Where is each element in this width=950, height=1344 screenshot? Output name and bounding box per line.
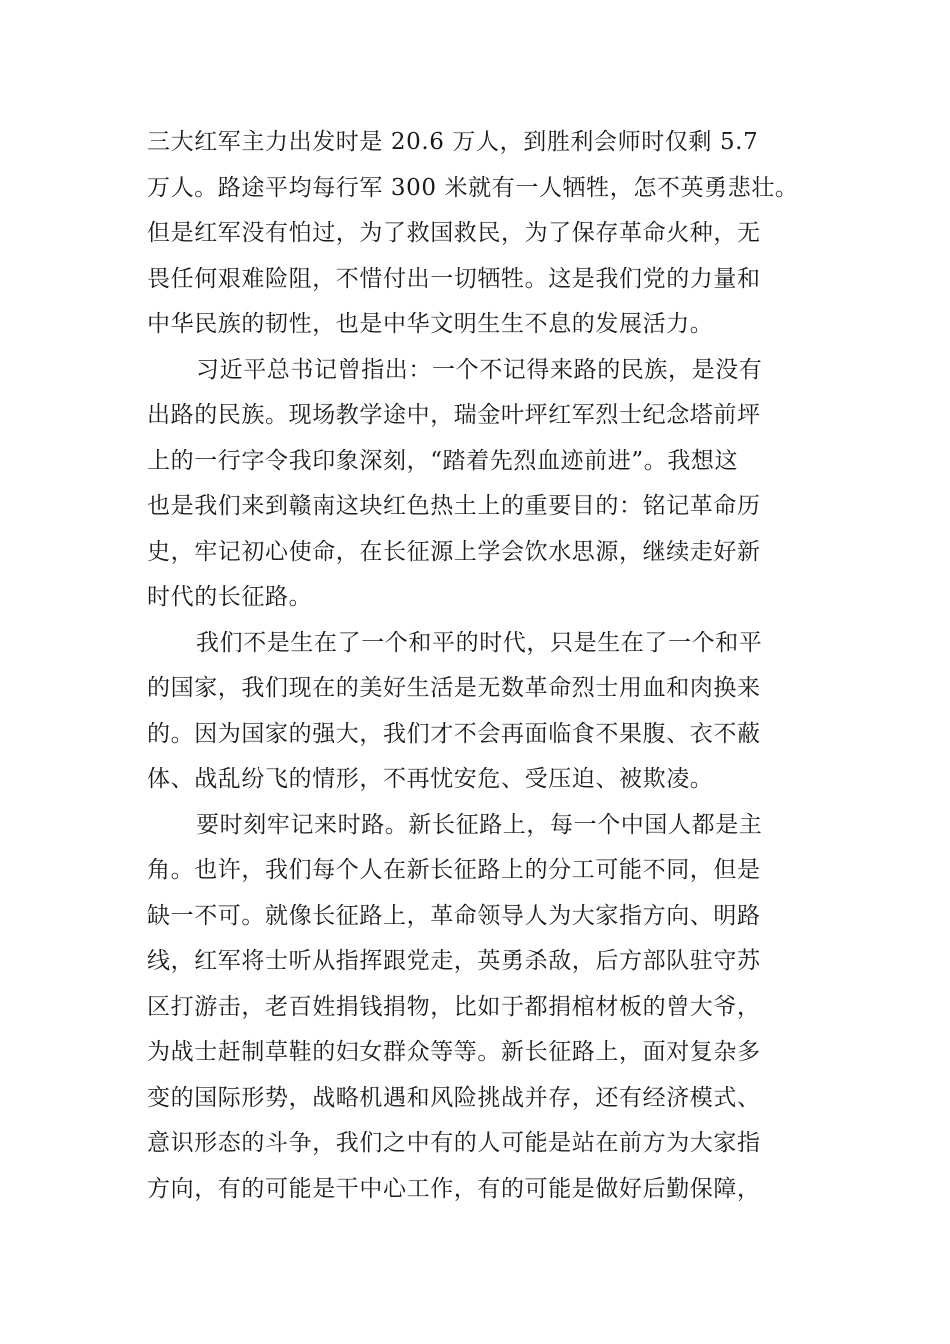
paragraph-first-line: 习近平总书记曾指出：一个不记得来路的民族，是没有 [196, 356, 763, 383]
text-line: 方向，有的可能是干中心工作，有的可能是做好后勤保障， [147, 1175, 761, 1202]
text-line: 为战士赶制草鞋的妇女群众等等。新长征路上，面对复杂多 [147, 1039, 761, 1065]
text-line: 意识形态的斗争，我们之中有的人可能是站在前方为大家指 [147, 1130, 761, 1156]
text-line: 角。也许，我们每个人在新长征路上的分工可能不同，但是 [147, 857, 761, 883]
text-line: 体、战乱纷飞的情形，不再忧安危、受压迫、被欺凌。 [147, 766, 714, 792]
text-line: 变的国际形势，战略机遇和风险挑战并存，还有经济模式、 [147, 1084, 761, 1111]
text-line: 缺一不可。就像长征路上，革命领导人为大家指方向、明路 [147, 902, 761, 929]
text-line: 三大红军主力出发时是 20.6 万人，到胜利会师时仅剩 5.7 [147, 129, 759, 155]
text-line: 也是我们来到赣南这块红色热土上的重要目的：铭记革命历 [147, 493, 761, 519]
text-line: 史，牢记初心使命，在长征源上学会饮水思源，继续走好新 [147, 538, 761, 565]
text-line: 上的一行字令我印象深刻，“踏着先烈血迹前进”。我想这 [147, 447, 739, 474]
paragraph-first-line: 我们不是生在了一个和平的时代，只是生在了一个和平 [196, 629, 763, 656]
text-line: 时代的长征路。 [147, 584, 313, 610]
text-line: 中华民族的韧性，也是中华文明生生不息的发展活力。 [147, 311, 714, 337]
text-line: 万人。路途平均每行军 300 米就有一人牺牲，怎不英勇悲壮。 [147, 174, 799, 201]
text-line: 线，红军将士听从指挥跟党走，英勇杀敌，后方部队驻守苏 [147, 948, 761, 974]
text-line: 的。因为国家的强大，我们才不会再面临食不果腹、衣不蔽 [147, 720, 761, 747]
text-line: 畏任何艰难险阻，不惜付出一切牺牲。这是我们党的力量和 [147, 265, 761, 292]
text-line: 出路的民族。现场教学途中，瑞金叶坪红军烈士纪念塔前坪 [147, 402, 761, 428]
paragraph-first-line: 要时刻牢记来时路。新长征路上，每一个中国人都是主 [196, 811, 763, 838]
document-body [147, 120, 812, 1212]
text-line: 区打游击，老百姓捐钱捐物，比如于都捐棺材板的曾大爷， [147, 993, 761, 1020]
text-line: 但是红军没有怕过，为了救国救民，为了保存革命火种，无 [147, 220, 761, 246]
text-line: 的国家，我们现在的美好生活是无数革命烈士用血和肉换来 [147, 675, 761, 701]
